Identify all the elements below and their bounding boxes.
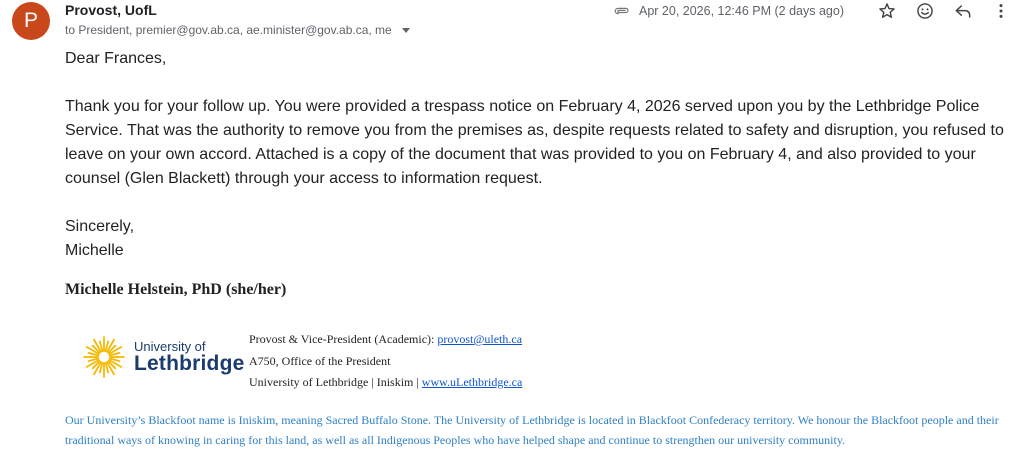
signature-contact — [249, 329, 522, 394]
logo-line-2: Lethbridge — [134, 352, 245, 375]
recipients-line[interactable] — [65, 23, 410, 37]
sender-avatar[interactable] — [12, 2, 50, 40]
greeting: Dear Frances, — [65, 50, 167, 67]
avatar-letter: P — [23, 9, 38, 32]
message-meta — [613, 0, 1012, 22]
provost-email-link[interactable]: provost@uleth.ca — [437, 332, 523, 346]
emoji-icon — [915, 1, 935, 21]
reply-icon — [953, 1, 973, 21]
sun-burst-icon — [82, 335, 126, 379]
contact-org-line — [249, 372, 522, 394]
reply-button[interactable] — [952, 0, 974, 22]
star-icon — [877, 1, 897, 21]
more-vert-icon — [991, 1, 1011, 21]
show-details-icon[interactable] — [402, 28, 410, 33]
closing-name: Michelle — [65, 242, 124, 259]
contact-title-line — [249, 329, 522, 351]
message-date: Apr 20, 2026, 12:46 PM (2 days ago) — [639, 4, 844, 18]
signature-org: University of Lethbridge | Iniskim | — [249, 375, 422, 389]
logo-text — [134, 340, 245, 374]
attachment-icon — [613, 2, 631, 20]
emoji-reaction-button[interactable] — [914, 0, 936, 22]
closing: Sincerely, — [65, 218, 135, 235]
more-options-button[interactable] — [990, 0, 1012, 22]
signature-name: Michelle Helstein, PhD (she/her) — [65, 281, 287, 298]
logo-line-1: University of — [134, 339, 206, 354]
land-acknowledgement: Our University’s Blackfoot name is Iniskim, meaning Sacred Buffalo Stone. The University of Lethbridge is located in Blackfoot Confederacy territory. We honour the Blackfoot people and their traditional ways of knowing in caring for this land, as well as all Indigenous Peoples who have helped shape and continue to strengthen our university community. — [65, 413, 999, 447]
university-logo — [82, 335, 245, 379]
sender-name[interactable]: Provost, UofL — [65, 2, 157, 18]
signature-title: Provost & Vice-President (Academic): — [249, 332, 438, 346]
signature-office: A750, Office of the President — [249, 353, 391, 368]
star-button[interactable] — [876, 0, 898, 22]
website-link[interactable]: www.uLethbridge.ca — [421, 375, 523, 389]
body-paragraph: Thank you for your follow up. You were provided a trespass notice on February 4, 2026 served upon you by the Lethbridge Police Service. That was the authority to remove you from the premises as, despite requests related to safety and disruption, you refused to leave on your own accord. Attached is a copy of the document that was provided to you on February 4, and also provided to your counsel (Glen Blackett) through your access to information request. — [65, 98, 1004, 187]
recipients-text: to President, premier@gov.ab.ca, ae.minister@gov.ab.ca, me — [65, 23, 392, 37]
message-body — [65, 47, 1005, 263]
